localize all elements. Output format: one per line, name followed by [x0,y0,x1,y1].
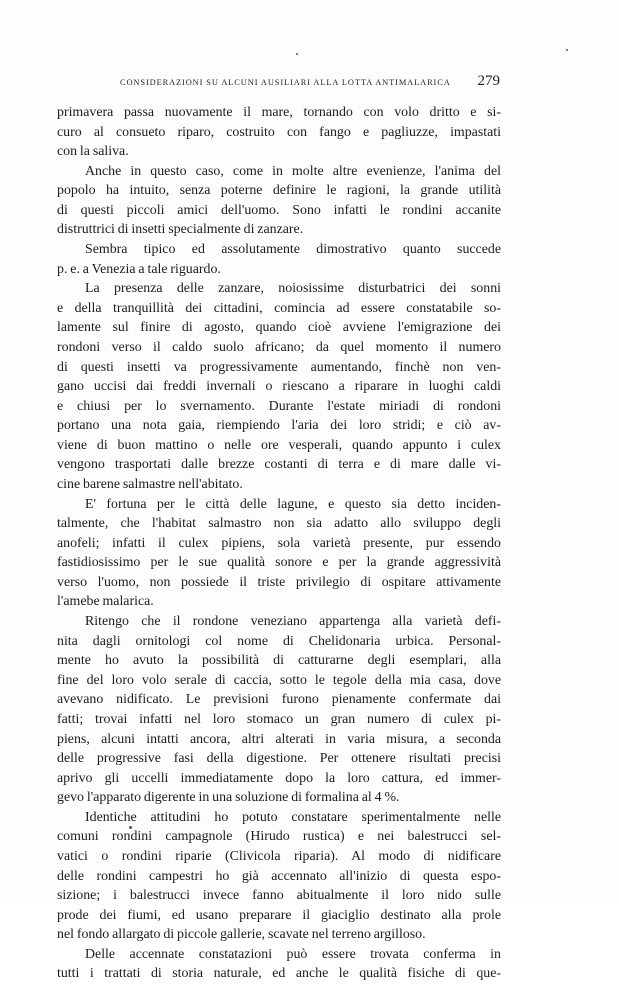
text-line: anofeli; infatti il culex pipiens, sola varietà presente, pur essendo [57,535,501,551]
running-head: CONSIDERAZIONI SU ALCUNI AUSILIARI ALLA LOTTA ANTIMALARICA [120,78,451,87]
text-line: e della tranquillità dei cittadini, comincia ad essere constatabile so- [57,300,501,316]
text-line: curo al consueto riparo, costruito con fango e pagliuzze, impastati [57,124,501,140]
text-line: Sembra tipico ed assolutamente dimostrativo quanto succede [85,242,501,258]
scan-speck [129,826,132,829]
text-line: piens, alcuni intatti ancora, altri alterati in varia misura, a seconda [57,731,501,747]
text-line: Delle accennate constatazioni può essere trovata conferma in [85,946,501,962]
text-line: gevo l'apparato digerente in una soluzione di formalina al 4 %. [57,790,400,806]
text-line: vengono trasportati dalle brezze costanti di terra e di mare dalle vi- [57,457,501,473]
text-line: di questi insetti va progressivamente aumentando, finchè non ven- [57,359,501,375]
text-line: fine del loro volo serale di caccia, sotto le tegole della mia casa, dove [57,672,501,688]
text-line: comuni rondini campagnole (Hirudo rustica) e nei balestrucci sel- [57,829,501,845]
text-line: mente ho avuto la possibilità di catturarne degli esemplari, alla [57,653,501,669]
text-line: con la saliva. [57,144,129,160]
text-line: delle progressive fasi della digestione. Per ottenere risultati precisi [57,751,501,767]
text-line: nita dagli ornitologi col nome di Chelidonaria urbica. Personal- [57,633,501,649]
text-line: Identiche attitudini ho potuto constatare sperimentalmente nelle [85,809,501,825]
text-line: prode dei fiumi, ed usano preparare il giaciglio destinato alla prole [57,907,501,923]
text-line: Anche in questo caso, come in molte altre evenienze, l'anima del [85,163,501,179]
text-line: lamente sul finire di agosto, quando cioè avviene l'emigrazione dei [57,320,501,336]
text-line: gano uccisi dai freddi invernali o riescano a riparare in luoghi caldi [57,379,501,395]
text-line: viene di buon mattino o nelle ore vesperali, quando appunto i culex [57,437,501,453]
text-line: fastidiosissimo per le sue qualità sonore e per la grande aggressività [57,555,501,571]
text-line: La presenza delle zanzare, noiosissime disturbatrici dei sonni [85,281,501,297]
text-line: distruttrici di insetti specialmente di zanzare. [57,222,304,238]
text-line: l'amebe malarica. [57,594,154,610]
text-line: e chiusi per lo svernamento. Durante l'estate miriadi di rondoni [57,398,501,414]
text-line: rondoni verso il caldo suolo africano; da quel momento il numero [57,339,501,355]
text-line: avevano nidificato. Le previsioni furono pienamente confermate dai [57,692,501,708]
text-line: Ritengo che il rondone veneziano appartenga alla varietà defi- [85,614,501,630]
text-line: verso l'uomo, non possiede il triste privilegio di ospitare attivamente [57,574,501,590]
text-line: vatici o rondini riparie (Clivicola riparia). Al modo di nidificare [57,848,501,864]
text-line: delle rondini campestri ho già accennato all'inizio di questa espo- [57,868,501,884]
text-line: popolo ha intuito, senza poterne definire le ragioni, la grande utilità [57,183,501,199]
scan-speck [296,53,298,55]
text-line: di questi piccoli amici dell'uomo. Sono infatti le rondini accanite [57,202,501,218]
text-line: cine barene salmastre nell'abitato. [57,476,243,492]
text-line: p. e. a Venezia a tale riguardo. [57,261,221,277]
text-line: portano una nota gaia, riempiendo l'aria dei loro stridi; e ciò av- [57,418,501,434]
text-line: tutti i trattati di storia naturale, ed anche le qualità fisiche di que- [57,966,501,982]
text-line: talmente, che l'habitat salmastro non sia adatto allo sviluppo degli [57,516,501,532]
text-line: sizione; i balestrucci invece fanno abitualmente il loro nido sulle [57,888,501,904]
body-text [57,103,501,984]
page-header [60,73,500,93]
text-line: nel fondo allargato di piccole gallerie, scavate nel terreno argilloso. [57,927,426,943]
text-line: primavera passa nuovamente il mare, tornando con volo dritto e si- [57,105,501,120]
scan-speck [566,49,568,51]
text-line: E' fortuna per le città delle lagune, e questo sia detto inciden- [85,496,501,512]
text-line: aprivo gli uccelli immediatamente dopo la loro cattura, ed immer- [57,770,501,786]
text-line: fatti; trovai infatti nel loro stomaco un gran numero di culex pi- [57,711,501,727]
page-number: 279 [477,73,500,89]
